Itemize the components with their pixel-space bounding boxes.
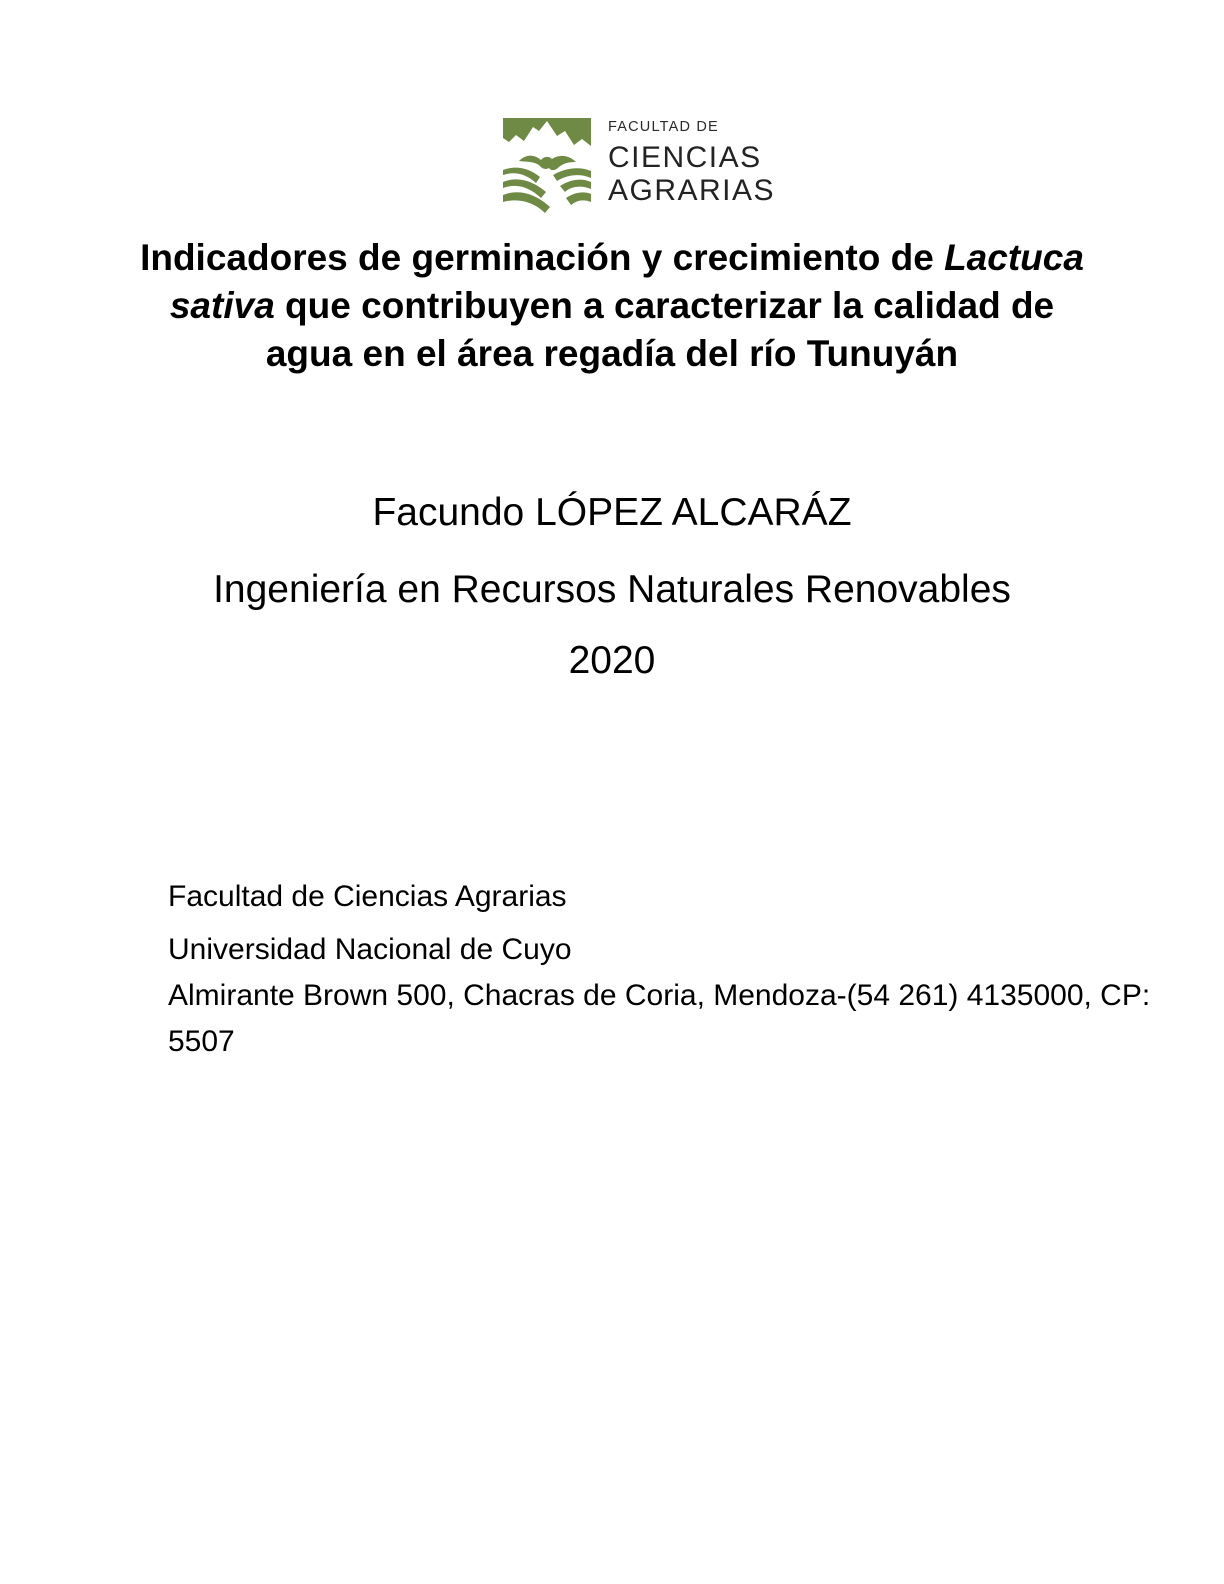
title-line1-species: Lactuca xyxy=(944,237,1084,278)
author-name: Facundo LÓPEZ ALCARÁZ xyxy=(372,491,852,534)
title-line-2 xyxy=(0,282,1224,330)
logo-name-line2: AGRARIAS xyxy=(607,173,776,207)
faculty-logo-icon xyxy=(503,118,591,213)
affiliation-address: Almirante Brown 500, Chacras de Coria, Mendoza-(54 261) 4135000, CP: xyxy=(168,979,1151,1012)
affiliation-university: Universidad Nacional de Cuyo xyxy=(168,933,572,966)
title-line2-species: sativa xyxy=(169,285,275,326)
affiliation-postal-code: 5507 xyxy=(168,1025,235,1058)
title-line-3: agua en el área regadía del río Tunuyán xyxy=(265,333,959,374)
thesis-title xyxy=(0,234,1224,378)
publication-year: 2020 xyxy=(568,639,656,682)
logo-faculty-label: FACULTAD DE xyxy=(607,119,719,135)
title-line-1 xyxy=(0,234,1224,282)
faculty-logo-text xyxy=(608,118,775,213)
title-line2-text: que contribuyen a caracterizar la calidad de xyxy=(274,285,1055,326)
logo-name-line1: CIENCIAS xyxy=(607,140,762,174)
author-degree: Ingeniería en Recursos Naturales Renovables xyxy=(213,568,1011,611)
faculty-logo xyxy=(0,118,1224,213)
affiliation-faculty: Facultad de Ciencias Agrarias xyxy=(168,880,567,913)
title-line1-text: Indicadores de germinación y crecimiento de xyxy=(140,237,945,278)
